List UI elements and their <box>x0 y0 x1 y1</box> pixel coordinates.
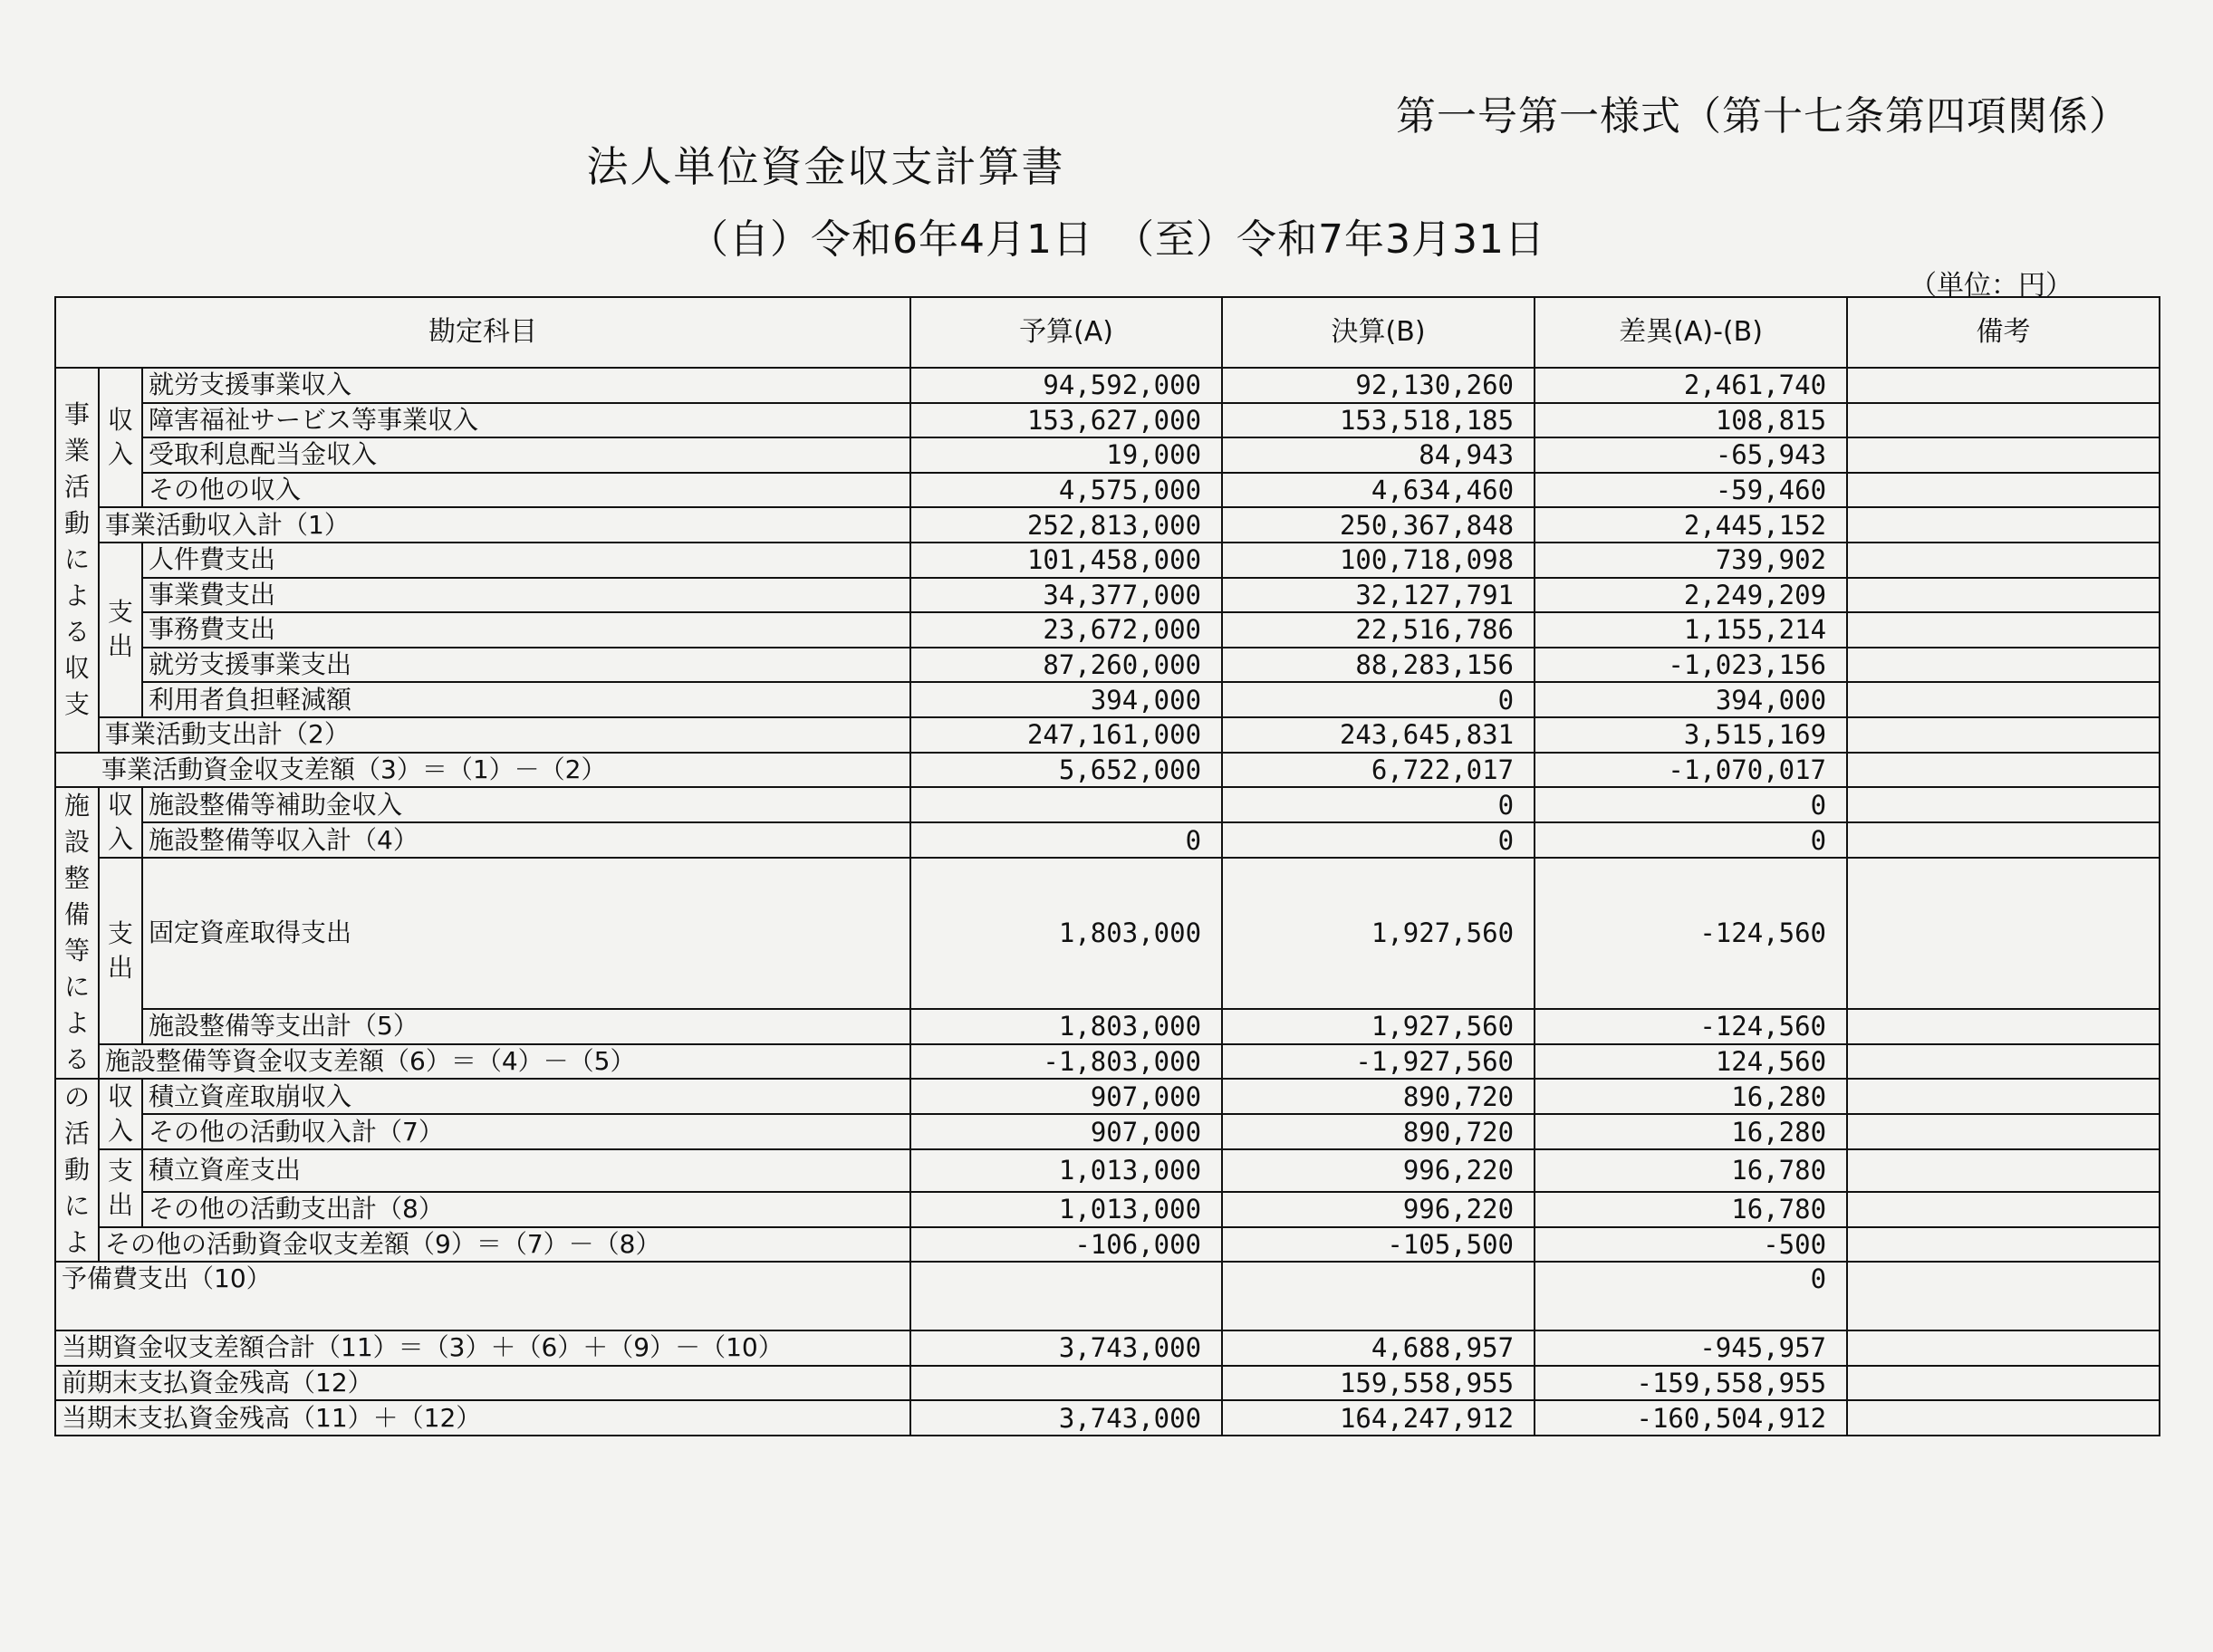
remarks-cell <box>1847 1400 2160 1436</box>
actual-cell: 153,518,185 <box>1222 403 1535 438</box>
budget-cell: 153,627,000 <box>910 403 1222 438</box>
table-row <box>55 437 2160 473</box>
table-row <box>55 507 2160 543</box>
remarks-cell <box>1847 822 2160 858</box>
row-label: 事業活動収入計（1） <box>99 507 910 543</box>
budget-cell: 94,592,000 <box>910 368 1222 403</box>
table-row <box>55 1192 2160 1227</box>
budget-cell: 4,575,000 <box>910 473 1222 508</box>
row-label: 受取利息配当金収入 <box>142 437 910 473</box>
table-row <box>55 717 2160 753</box>
table-row <box>55 682 2160 717</box>
remarks-cell <box>1847 1227 2160 1263</box>
sub-expense: 支出 <box>99 858 142 1043</box>
table-row <box>55 543 2160 578</box>
diff-cell: 0 <box>1535 787 1847 822</box>
remarks-cell <box>1847 507 2160 543</box>
diff-cell: -65,943 <box>1535 437 1847 473</box>
actual-cell: 4,688,957 <box>1222 1330 1535 1366</box>
diff-cell: 124,560 <box>1535 1044 1847 1080</box>
row-label: その他の活動支出計（8） <box>142 1192 910 1227</box>
actual-cell: 996,220 <box>1222 1149 1535 1191</box>
remarks-cell <box>1847 1366 2160 1401</box>
row-label: 施設整備等補助金収入 <box>142 787 910 822</box>
budget-cell: 1,803,000 <box>910 1009 1222 1044</box>
actual-cell: 1,927,560 <box>1222 858 1535 1008</box>
diff-cell: 0 <box>1535 1262 1847 1330</box>
diff-cell: -1,070,017 <box>1535 753 1847 788</box>
diff-cell: 16,780 <box>1535 1149 1847 1191</box>
row-label: 積立資産取崩収入 <box>142 1079 910 1114</box>
remarks-cell <box>1847 1149 2160 1191</box>
actual-cell: 88,283,156 <box>1222 648 1535 683</box>
actual-cell: 243,645,831 <box>1222 717 1535 753</box>
remarks-cell <box>1847 612 2160 648</box>
remarks-cell <box>1847 717 2160 753</box>
actual-cell: 1,927,560 <box>1222 1009 1535 1044</box>
sub-expense: 支出 <box>99 543 142 717</box>
budget-cell: 0 <box>910 822 1222 858</box>
table-row <box>55 1330 2160 1366</box>
row-label: 障害福祉サービス等事業収入 <box>142 403 910 438</box>
budget-cell <box>910 1262 1222 1330</box>
table-row <box>55 822 2160 858</box>
table-row <box>55 1044 2160 1080</box>
row-label: 施設整備等支出計（5） <box>142 1009 910 1044</box>
remarks-cell <box>1847 1009 2160 1044</box>
budget-cell: 1,013,000 <box>910 1192 1222 1227</box>
budget-cell: 34,377,000 <box>910 578 1222 613</box>
table-row <box>55 858 2160 1008</box>
col-item: 勘定科目 <box>55 297 910 368</box>
actual-cell: 0 <box>1222 682 1535 717</box>
diff-cell: 394,000 <box>1535 682 1847 717</box>
row-label: 予備費支出（10） <box>55 1262 910 1330</box>
row-label: 当期末支払資金残高（11）＋（12） <box>55 1400 910 1436</box>
diff-cell: -124,560 <box>1535 858 1847 1008</box>
cash-flow-statement-table <box>54 296 2160 1436</box>
row-label: 人件費支出 <box>142 543 910 578</box>
row-label: その他の活動収入計（7） <box>142 1114 910 1149</box>
budget-cell <box>910 1366 1222 1401</box>
diff-cell: 2,461,740 <box>1535 368 1847 403</box>
diff-cell: -124,560 <box>1535 1009 1847 1044</box>
row-label: 事業活動資金収支差額（3）＝（1）－（2） <box>55 753 910 788</box>
fiscal-period: （自）令和6年4月1日 （至）令和7年3月31日 <box>688 216 1545 263</box>
actual-cell: 159,558,955 <box>1222 1366 1535 1401</box>
row-label: 施設整備等資金収支差額（6）＝（4）－（5） <box>99 1044 910 1080</box>
document-title: 法人単位資金収支計算書 <box>586 142 1065 191</box>
remarks-cell <box>1847 1330 2160 1366</box>
table-row <box>55 753 2160 788</box>
actual-cell: 22,516,786 <box>1222 612 1535 648</box>
form-number: 第一号第一様式（第十七条第四項関係） <box>1396 93 2130 139</box>
table-row <box>55 787 2160 822</box>
budget-cell: 87,260,000 <box>910 648 1222 683</box>
diff-cell: -945,957 <box>1535 1330 1847 1366</box>
remarks-cell <box>1847 1044 2160 1080</box>
sub-expense: 支出 <box>99 1149 142 1226</box>
budget-cell: 3,743,000 <box>910 1330 1222 1366</box>
remarks-cell <box>1847 1079 2160 1114</box>
diff-cell: -1,023,156 <box>1535 648 1847 683</box>
actual-cell: 0 <box>1222 787 1535 822</box>
header-row <box>55 297 2160 368</box>
diff-cell: -59,460 <box>1535 473 1847 508</box>
sub-income: 収入 <box>99 787 142 858</box>
row-label: その他の活動資金収支差額（9）＝（7）－（8） <box>99 1227 910 1263</box>
actual-cell: -1,927,560 <box>1222 1044 1535 1080</box>
table-row <box>55 1149 2160 1191</box>
actual-cell: 4,634,460 <box>1222 473 1535 508</box>
sub-income: 収入 <box>99 368 142 507</box>
remarks-cell <box>1847 858 2160 1008</box>
remarks-cell <box>1847 1114 2160 1149</box>
budget-cell: 101,458,000 <box>910 543 1222 578</box>
budget-cell: 907,000 <box>910 1114 1222 1149</box>
sub-income: 収入 <box>99 1079 142 1149</box>
budget-cell: 247,161,000 <box>910 717 1222 753</box>
remarks-cell <box>1847 437 2160 473</box>
budget-cell: 3,743,000 <box>910 1400 1222 1436</box>
diff-cell: 16,780 <box>1535 1192 1847 1227</box>
remarks-cell <box>1847 787 2160 822</box>
remarks-cell <box>1847 753 2160 788</box>
table-row <box>55 1262 2160 1330</box>
row-label: 就労支援事業支出 <box>142 648 910 683</box>
row-label: 就労支援事業収入 <box>142 368 910 403</box>
remarks-cell <box>1847 368 2160 403</box>
row-label: 固定資産取得支出 <box>142 858 910 1008</box>
actual-cell: 250,367,848 <box>1222 507 1535 543</box>
budget-cell: -106,000 <box>910 1227 1222 1263</box>
budget-cell: 907,000 <box>910 1079 1222 1114</box>
section-other: の活動によ <box>55 1079 99 1262</box>
table-row <box>55 578 2160 613</box>
actual-cell: 996,220 <box>1222 1192 1535 1227</box>
table-row <box>55 473 2160 508</box>
actual-cell: 164,247,912 <box>1222 1400 1535 1436</box>
table-row <box>55 612 2160 648</box>
remarks-cell <box>1847 1262 2160 1330</box>
table-row <box>55 403 2160 438</box>
table-row <box>55 1114 2160 1149</box>
budget-cell: 23,672,000 <box>910 612 1222 648</box>
budget-cell: 1,013,000 <box>910 1149 1222 1191</box>
diff-cell: 16,280 <box>1535 1114 1847 1149</box>
diff-cell: 108,815 <box>1535 403 1847 438</box>
remarks-cell <box>1847 648 2160 683</box>
diff-cell: -159,558,955 <box>1535 1366 1847 1401</box>
diff-cell: 3,515,169 <box>1535 717 1847 753</box>
actual-cell: 0 <box>1222 822 1535 858</box>
row-label: 事業費支出 <box>142 578 910 613</box>
diff-cell: 739,902 <box>1535 543 1847 578</box>
unit-label: （単位：円） <box>1910 270 2073 302</box>
row-label: 利用者負担軽減額 <box>142 682 910 717</box>
actual-cell: 32,127,791 <box>1222 578 1535 613</box>
remarks-cell <box>1847 1192 2160 1227</box>
remarks-cell <box>1847 403 2160 438</box>
table-row <box>55 648 2160 683</box>
section-facility: 施設整備等による <box>55 787 99 1079</box>
budget-cell: 252,813,000 <box>910 507 1222 543</box>
diff-cell: 2,249,209 <box>1535 578 1847 613</box>
row-label: 事業活動支出計（2） <box>99 717 910 753</box>
actual-cell <box>1222 1262 1535 1330</box>
col-actual: 決算(B) <box>1222 297 1535 368</box>
table-row <box>55 1079 2160 1114</box>
row-label: 前期末支払資金残高（12） <box>55 1366 910 1401</box>
diff-cell: 1,155,214 <box>1535 612 1847 648</box>
diff-cell: 2,445,152 <box>1535 507 1847 543</box>
budget-cell: 19,000 <box>910 437 1222 473</box>
remarks-cell <box>1847 543 2160 578</box>
budget-cell <box>910 787 1222 822</box>
remarks-cell <box>1847 473 2160 508</box>
table-row <box>55 1009 2160 1044</box>
remarks-cell <box>1847 578 2160 613</box>
diff-cell: -500 <box>1535 1227 1847 1263</box>
budget-cell: 1,803,000 <box>910 858 1222 1008</box>
row-label: 施設整備等収入計（4） <box>142 822 910 858</box>
actual-cell: 890,720 <box>1222 1079 1535 1114</box>
actual-cell: 84,943 <box>1222 437 1535 473</box>
section-business: 事業活動による収支 <box>55 368 99 753</box>
table-row <box>55 1366 2160 1401</box>
row-label: 当期資金収支差額合計（11）＝（3）＋（6）＋（9）－（10） <box>55 1330 910 1366</box>
diff-cell: 16,280 <box>1535 1079 1847 1114</box>
row-label: 積立資産支出 <box>142 1149 910 1191</box>
actual-cell: 100,718,098 <box>1222 543 1535 578</box>
budget-cell: 394,000 <box>910 682 1222 717</box>
diff-cell: 0 <box>1535 822 1847 858</box>
budget-cell: -1,803,000 <box>910 1044 1222 1080</box>
actual-cell: -105,500 <box>1222 1227 1535 1263</box>
remarks-cell <box>1847 682 2160 717</box>
table-row <box>55 1227 2160 1263</box>
col-diff: 差異(A)-(B) <box>1535 297 1847 368</box>
row-label: 事務費支出 <box>142 612 910 648</box>
budget-cell: 5,652,000 <box>910 753 1222 788</box>
col-budget: 予算(A) <box>910 297 1222 368</box>
actual-cell: 92,130,260 <box>1222 368 1535 403</box>
actual-cell: 890,720 <box>1222 1114 1535 1149</box>
table-row <box>55 1400 2160 1436</box>
actual-cell: 6,722,017 <box>1222 753 1535 788</box>
col-remarks: 備考 <box>1847 297 2160 368</box>
row-label: その他の収入 <box>142 473 910 508</box>
table-row <box>55 368 2160 403</box>
diff-cell: -160,504,912 <box>1535 1400 1847 1436</box>
